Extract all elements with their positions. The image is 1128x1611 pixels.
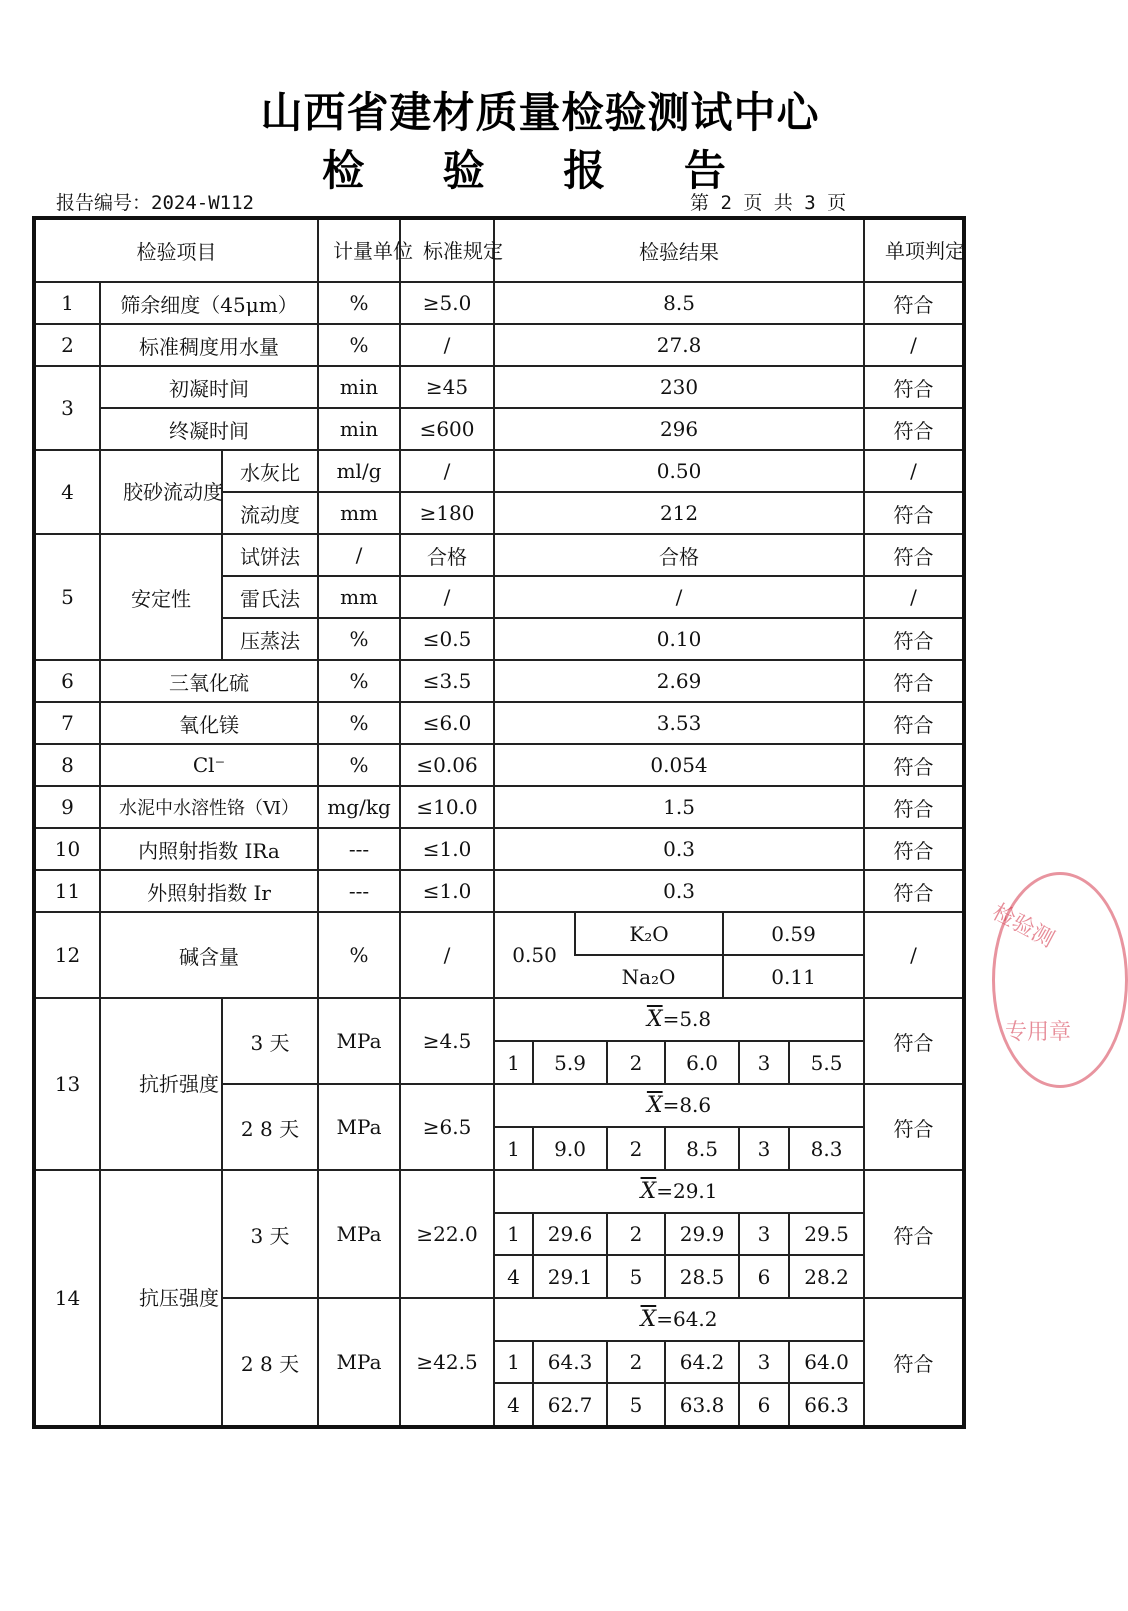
verdict-cell: 符合 xyxy=(864,786,964,828)
result-cell: 230 xyxy=(494,366,864,408)
standard-cell: ≤3.5 xyxy=(400,660,494,702)
result-cell: 合格 xyxy=(494,534,864,576)
unit-cell: mm xyxy=(318,492,400,534)
table-row xyxy=(34,534,964,576)
specimen-value: 63.8 xyxy=(665,1383,739,1425)
specimen-index: 1 xyxy=(495,1041,533,1083)
table-row xyxy=(34,998,964,1084)
specimen-index: 2 xyxy=(607,1127,665,1169)
verdict-cell: 符合 xyxy=(864,1298,964,1427)
row-number: 8 xyxy=(34,744,100,786)
header-row xyxy=(34,218,964,282)
standard-cell: ≥5.0 xyxy=(400,282,494,324)
specimen-index: 2 xyxy=(607,1041,665,1083)
standard-cell: / xyxy=(400,912,494,998)
specimen-value: 66.3 xyxy=(789,1383,863,1425)
strength-values xyxy=(494,1084,864,1170)
age-cell: 2 8 天 xyxy=(222,1084,318,1170)
unit-cell: % xyxy=(318,618,400,660)
unit-cell: mm xyxy=(318,576,400,618)
item-name: 筛余细度（45μm） xyxy=(100,282,318,324)
standard-cell: ≤0.06 xyxy=(400,744,494,786)
result-cell: 3.53 xyxy=(494,702,864,744)
unit-cell: % xyxy=(318,702,400,744)
unit-cell: min xyxy=(318,408,400,450)
standard-cell: ≥6.5 xyxy=(400,1084,494,1170)
sub-item-name: 试饼法 xyxy=(222,534,318,576)
specimen-value: 5.9 xyxy=(533,1041,607,1083)
unit-cell: --- xyxy=(318,828,400,870)
mean-symbol: $\overline{X}$ xyxy=(646,1093,663,1118)
mean-value: $\overline{X}=5.8$ xyxy=(646,1007,712,1032)
specimen-value: 28.2 xyxy=(789,1255,863,1297)
result-cell: 0.50 xyxy=(494,450,864,492)
verdict-cell: 符合 xyxy=(864,618,964,660)
group-name: 安定性 xyxy=(100,534,222,660)
verdict-cell: 符合 xyxy=(864,1084,964,1170)
unit-cell: MPa xyxy=(318,1084,400,1170)
specimen-value: 29.6 xyxy=(533,1213,607,1255)
official-stamp: 检验测 专用章 xyxy=(992,872,1128,1088)
unit-cell: % xyxy=(318,660,400,702)
unit-cell: ml/g xyxy=(318,450,400,492)
item-name: 水泥中水溶性铬（Ⅵ） xyxy=(100,786,318,828)
specimen-value: 29.5 xyxy=(789,1213,863,1255)
unit-cell: % xyxy=(318,744,400,786)
org-title: 山西省建材质量检验测试中心 xyxy=(260,88,820,137)
mean-symbol: $\overline{X}$ xyxy=(646,1007,663,1032)
result-cell: 27.8 xyxy=(494,324,864,366)
k2o-value: 0.59 xyxy=(723,913,863,955)
table-row xyxy=(34,828,964,870)
specimen-value: 29.9 xyxy=(665,1213,739,1255)
row-number: 2 xyxy=(34,324,100,366)
table-row xyxy=(34,282,964,324)
table-row xyxy=(34,366,964,408)
strength-values xyxy=(494,998,864,1084)
row-number: 14 xyxy=(34,1170,100,1427)
age-cell: 3 天 xyxy=(222,998,318,1084)
table-row xyxy=(34,1170,964,1298)
strength-values xyxy=(494,1298,864,1427)
table-row xyxy=(34,324,964,366)
verdict-cell: 符合 xyxy=(864,492,964,534)
unit-cell: / xyxy=(318,534,400,576)
specimen-value: 64.3 xyxy=(533,1341,607,1383)
standard-cell: ≤10.0 xyxy=(400,786,494,828)
specimen-value: 29.1 xyxy=(533,1255,607,1297)
result-cell: 0.054 xyxy=(494,744,864,786)
specimen-value: 8.3 xyxy=(789,1127,863,1169)
page-info: 第 2 页 共 3 页 xyxy=(690,192,847,214)
verdict-cell: 符合 xyxy=(864,998,964,1084)
verdict-cell: 符合 xyxy=(864,1170,964,1298)
verdict-cell: / xyxy=(864,912,964,998)
result-cell: 2.69 xyxy=(494,660,864,702)
specimen-index: 4 xyxy=(495,1255,533,1297)
unit-cell: % xyxy=(318,282,400,324)
unit-cell: % xyxy=(318,912,400,998)
item-name: 碱含量 xyxy=(100,912,318,998)
table-row xyxy=(34,912,964,998)
standard-cell: ≤1.0 xyxy=(400,828,494,870)
specimen-index: 3 xyxy=(739,1341,789,1383)
unit-cell: MPa xyxy=(318,998,400,1084)
row-number: 4 xyxy=(34,450,100,534)
group-name: 胶砂流动度 xyxy=(100,450,222,534)
unit-cell: --- xyxy=(318,870,400,912)
col-header-unit: 计量单位 xyxy=(318,218,400,282)
standard-cell: ≤6.0 xyxy=(400,702,494,744)
standard-cell: / xyxy=(400,324,494,366)
result-cell: 296 xyxy=(494,408,864,450)
item-name: 氧化镁 xyxy=(100,702,318,744)
sub-item-name: 水灰比 xyxy=(222,450,318,492)
age-cell: 2 8 天 xyxy=(222,1298,318,1427)
specimen-value: 64.2 xyxy=(665,1341,739,1383)
verdict-cell: / xyxy=(864,324,964,366)
group-name: 抗折强度 xyxy=(100,998,222,1170)
table-row xyxy=(34,660,964,702)
result-cell: 0.10 xyxy=(494,618,864,660)
row-number: 1 xyxy=(34,282,100,324)
item-name: 外照射指数 Ir xyxy=(100,870,318,912)
specimen-value: 6.0 xyxy=(665,1041,739,1083)
verdict-cell: 符合 xyxy=(864,744,964,786)
specimen-index: 1 xyxy=(495,1213,533,1255)
na2o-label: Na₂O xyxy=(575,955,723,997)
na2o-value: 0.11 xyxy=(723,955,863,997)
specimen-value: 28.5 xyxy=(665,1255,739,1297)
specimen-value: 9.0 xyxy=(533,1127,607,1169)
mean-symbol: $\overline{X}$ xyxy=(640,1179,657,1204)
strength-values xyxy=(494,1170,864,1298)
unit-cell: mg/kg xyxy=(318,786,400,828)
verdict-cell: 符合 xyxy=(864,282,964,324)
specimen-index: 6 xyxy=(739,1383,789,1425)
table-row xyxy=(34,408,964,450)
standard-cell: ≥4.5 xyxy=(400,998,494,1084)
verdict-cell: 符合 xyxy=(864,870,964,912)
verdict-cell: 符合 xyxy=(864,660,964,702)
verdict-cell: 符合 xyxy=(864,534,964,576)
row-number: 6 xyxy=(34,660,100,702)
result-cell: 8.5 xyxy=(494,282,864,324)
standard-cell: ≤600 xyxy=(400,408,494,450)
specimen-index: 1 xyxy=(495,1127,533,1169)
standard-cell: / xyxy=(400,450,494,492)
mean-symbol: $\overline{X}$ xyxy=(640,1307,657,1332)
k2o-label: K₂O xyxy=(575,913,723,955)
sub-item-name: 压蒸法 xyxy=(222,618,318,660)
item-name: 终凝时间 xyxy=(100,408,318,450)
standard-cell: ≥180 xyxy=(400,492,494,534)
mean-value: $\overline{X}=29.1$ xyxy=(640,1179,718,1204)
standard-cell: ≤1.0 xyxy=(400,870,494,912)
standard-cell: ≥45 xyxy=(400,366,494,408)
specimen-value: 5.5 xyxy=(789,1041,863,1083)
mean-value: $\overline{X}=64.2$ xyxy=(640,1307,718,1332)
age-cell: 3 天 xyxy=(222,1170,318,1298)
result-cell: / xyxy=(494,576,864,618)
result-cell: 212 xyxy=(494,492,864,534)
item-name: 内照射指数 IRa xyxy=(100,828,318,870)
row-number: 7 xyxy=(34,702,100,744)
report-number: 报告编号：2024-W112 xyxy=(56,192,254,214)
verdict-cell: 符合 xyxy=(864,408,964,450)
verdict-cell: 符合 xyxy=(864,828,964,870)
row-number: 3 xyxy=(34,366,100,450)
unit-cell: min xyxy=(318,366,400,408)
doc-title: 检 验 报 告 xyxy=(322,146,758,195)
standard-cell: / xyxy=(400,576,494,618)
specimen-index: 1 xyxy=(495,1341,533,1383)
row-number: 12 xyxy=(34,912,100,998)
report-table xyxy=(32,216,966,1429)
row-number: 11 xyxy=(34,870,100,912)
table-row xyxy=(34,744,964,786)
sub-item-name: 流动度 xyxy=(222,492,318,534)
col-header-result: 检验结果 xyxy=(494,218,864,282)
row-number: 10 xyxy=(34,828,100,870)
specimen-index: 3 xyxy=(739,1127,789,1169)
row-number: 9 xyxy=(34,786,100,828)
table-row xyxy=(34,450,964,492)
specimen-index: 5 xyxy=(607,1255,665,1297)
verdict-cell: 符合 xyxy=(864,366,964,408)
unit-cell: MPa xyxy=(318,1170,400,1298)
item-name: 初凝时间 xyxy=(100,366,318,408)
group-name: 抗压强度 xyxy=(100,1170,222,1427)
standard-cell: ≥22.0 xyxy=(400,1170,494,1298)
row-number: 13 xyxy=(34,998,100,1170)
standard-cell: 合格 xyxy=(400,534,494,576)
specimen-index: 5 xyxy=(607,1383,665,1425)
result-cell: 0.3 xyxy=(494,870,864,912)
standard-cell: ≤0.5 xyxy=(400,618,494,660)
item-name: 三氧化硫 xyxy=(100,660,318,702)
specimen-index: 6 xyxy=(739,1255,789,1297)
table-row xyxy=(34,702,964,744)
specimen-index: 3 xyxy=(739,1041,789,1083)
verdict-cell: / xyxy=(864,576,964,618)
result-cell: 0.3 xyxy=(494,828,864,870)
verdict-cell: 符合 xyxy=(864,702,964,744)
specimen-index: 3 xyxy=(739,1213,789,1255)
specimen-value: 64.0 xyxy=(789,1341,863,1383)
col-header-verdict: 单项判定 xyxy=(864,218,964,282)
alkali-breakdown xyxy=(495,913,863,997)
item-name: Cl⁻ xyxy=(100,744,318,786)
specimen-index: 2 xyxy=(607,1341,665,1383)
alkali-result-cell xyxy=(494,912,864,998)
specimen-value: 62.7 xyxy=(533,1383,607,1425)
unit-cell: % xyxy=(318,324,400,366)
col-header-standard: 标准规定 xyxy=(400,218,494,282)
col-header-item: 检验项目 xyxy=(34,218,318,282)
verdict-cell: / xyxy=(864,450,964,492)
alkali-total: 0.50 xyxy=(512,943,557,967)
standard-cell: ≥42.5 xyxy=(400,1298,494,1427)
unit-cell: MPa xyxy=(318,1298,400,1427)
sub-item-name: 雷氏法 xyxy=(222,576,318,618)
row-number: 5 xyxy=(34,534,100,660)
result-cell: 1.5 xyxy=(494,786,864,828)
specimen-index: 2 xyxy=(607,1213,665,1255)
specimen-value: 8.5 xyxy=(665,1127,739,1169)
table-row xyxy=(34,786,964,828)
item-name: 标准稠度用水量 xyxy=(100,324,318,366)
specimen-index: 4 xyxy=(495,1383,533,1425)
table-row xyxy=(34,870,964,912)
mean-value: $\overline{X}=8.6$ xyxy=(646,1093,712,1118)
